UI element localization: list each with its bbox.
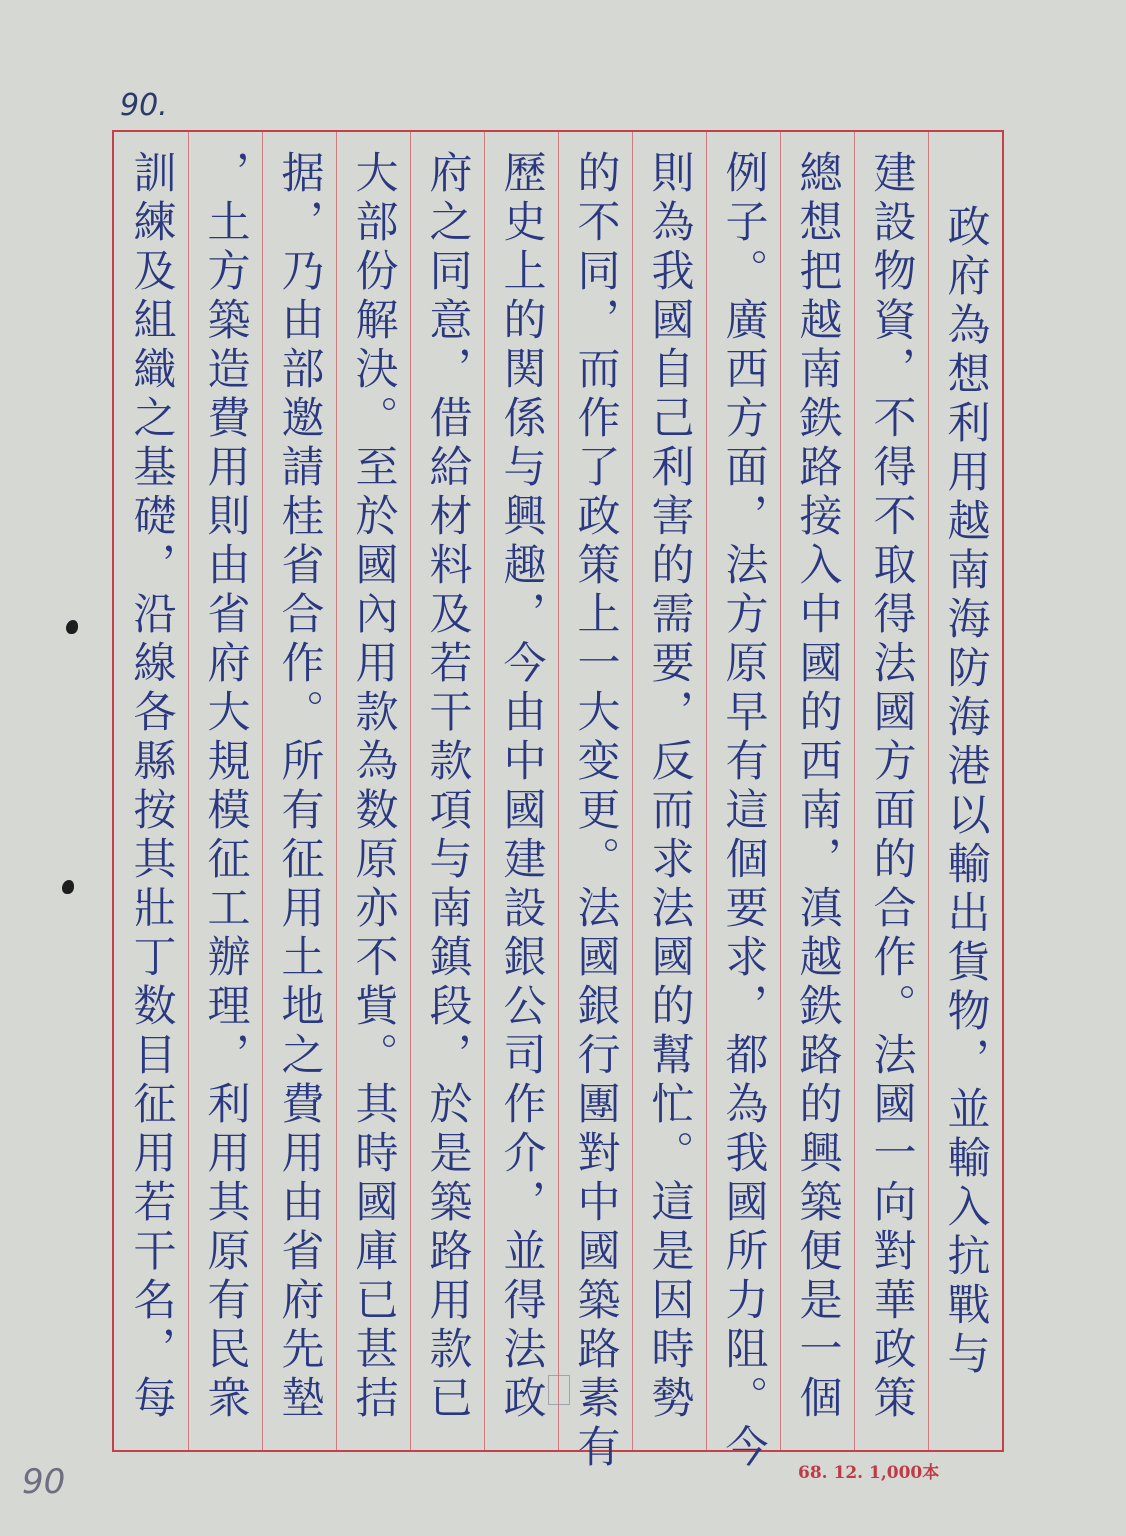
punch-hole-mark [62, 880, 74, 894]
column-text: 政府為想利用越南海防海港以輸出貨物，並輸入抗戰与 [940, 204, 991, 1380]
ink-stamp-mark [548, 1375, 570, 1405]
column-text: 歷史上的関係与興趣，今由中國建設銀公司作介，並得法政 [496, 150, 547, 1424]
text-column-12 [114, 132, 188, 1450]
column-text: ，土方築造費用則由省府大規模征工辦理，利用其原有民衆 [200, 150, 251, 1424]
text-column-5 [632, 132, 706, 1450]
page-number-bottom: 90 [22, 1462, 66, 1502]
punch-hole-mark [66, 620, 78, 634]
text-column-2 [854, 132, 928, 1450]
text-column-1 [928, 132, 1002, 1450]
column-text: 則為我國自己利害的需要，反而求法國的幫忙。這是因時勢 [644, 150, 695, 1424]
column-text: 大部份解決。至於國內用款為数原亦不貲。其時國庫已甚拮 [348, 150, 399, 1424]
column-text: 据，乃由部邀請桂省合作。所有征用土地之費用由省府先墊 [274, 150, 325, 1424]
text-column-3 [780, 132, 854, 1450]
print-info: 68. 12. 1,000本 [798, 1463, 940, 1483]
text-column-4 [706, 132, 780, 1473]
page-number-top: 90. [120, 88, 168, 123]
text-column-7 [484, 132, 558, 1450]
column-text: 例子。廣西方面，法方原早有這個要求，都為我國所力阻。今 [718, 150, 769, 1473]
text-column-10 [262, 132, 336, 1450]
column-text: 的不同，而作了政策上一大变更。法國銀行團對中國築路素有 [570, 150, 621, 1473]
column-text: 訓練及組織之基礎，沿線各縣按其壯丁数目征用若干名，每 [126, 150, 177, 1424]
text-column-11 [188, 132, 262, 1450]
text-column-9 [336, 132, 410, 1450]
column-text: 府之同意，借給材料及若干款項与南鎮段，於是築路用款已 [422, 150, 473, 1424]
column-text: 總想把越南鉄路接入中國的西南，滇越鉄路的興築便是一個 [792, 150, 843, 1424]
column-text: 建設物資，不得不取得法國方面的合作。法國一向對華政策 [866, 150, 917, 1424]
text-column-6 [558, 132, 632, 1473]
text-column-8 [410, 132, 484, 1450]
